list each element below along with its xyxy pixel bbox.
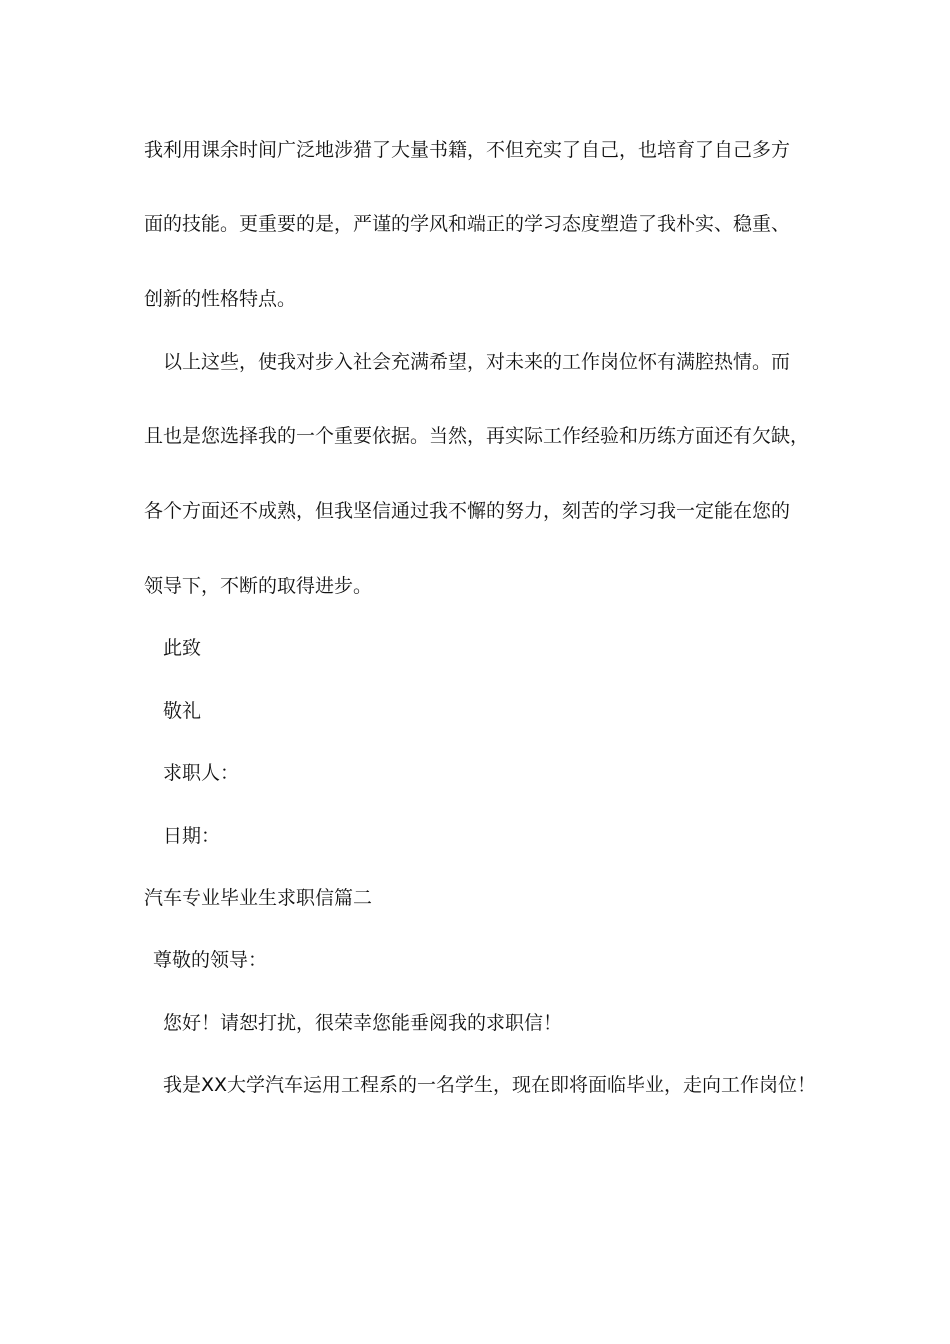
paragraph-line: 领导下，不断的取得进步。 xyxy=(144,575,373,597)
date-label: 日期： xyxy=(163,825,221,847)
greeting-line: 您好！请恕打扰，很荣幸您能垂阅我的求职信！ xyxy=(163,1012,563,1034)
closing-regards-2: 敬礼 xyxy=(163,700,202,722)
closing-regards-1: 此致 xyxy=(163,637,202,659)
salutation: 尊敬的领导： xyxy=(153,949,268,971)
intro-line: 我是XX大学汽车运用工程系的一名学生，现在即将面临毕业，走向工作岗位！ xyxy=(163,1074,817,1096)
section-title: 汽车专业毕业生求职信篇二 xyxy=(144,887,373,909)
paragraph-line: 创新的性格特点。 xyxy=(144,288,297,310)
paragraph-line: 以上这些，使我对步入社会充满希望，对未来的工作岗位怀有满腔热情。而 xyxy=(163,351,791,373)
paragraph-line: 我利用课余时间广泛地涉猎了大量书籍，不但充实了自己，也培育了自己多方 xyxy=(144,139,791,161)
paragraph-line: 面的技能。更重要的是，严谨的学风和端正的学习态度塑造了我朴实、稳重、 xyxy=(144,213,791,235)
applicant-label: 求职人： xyxy=(163,762,240,784)
paragraph-line: 各个方面还不成熟，但我坚信通过我不懈的努力，刻苦的学习我一定能在您的 xyxy=(144,500,791,522)
paragraph-line: 且也是您选择我的一个重要依据。当然，再实际工作经验和历练方面还有欠缺， xyxy=(144,425,810,447)
